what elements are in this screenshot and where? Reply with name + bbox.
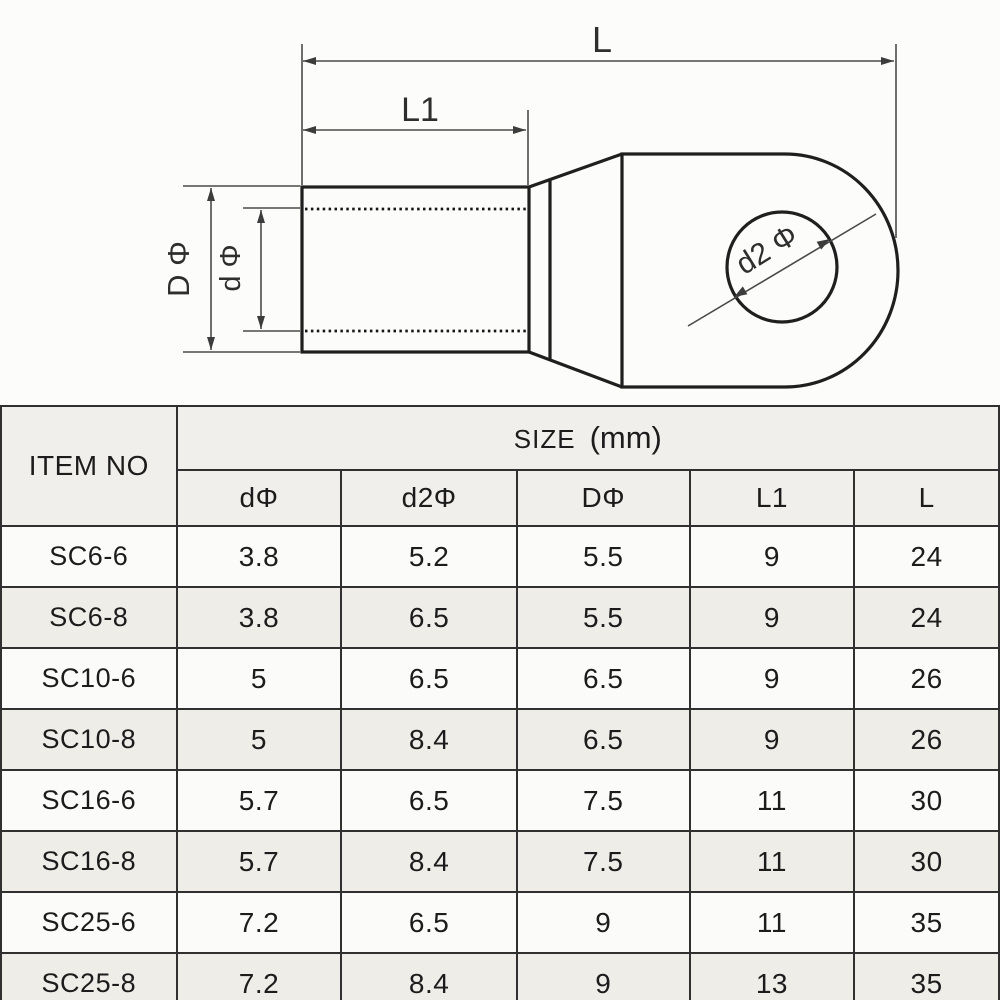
- table-cell: 9: [690, 648, 855, 709]
- col-header-d2-phi: d2Φ: [341, 470, 517, 526]
- table-row: [1, 831, 999, 892]
- table-row: [1, 770, 999, 831]
- table-cell: 24: [854, 526, 999, 587]
- table-cell: 24: [854, 587, 999, 648]
- table-cell: 7.5: [517, 770, 690, 831]
- table-cell: 9: [517, 892, 690, 953]
- table-row: [1, 709, 999, 770]
- item-no-cell: SC6-8: [1, 587, 177, 648]
- table-cell: 5.5: [517, 587, 690, 648]
- spec-table: [0, 405, 1000, 1000]
- table-cell: 8.4: [341, 709, 517, 770]
- lug-drawing-svg: [0, 0, 1000, 405]
- size-label: SIZE: [513, 424, 576, 454]
- col-header-d-phi: dΦ: [177, 470, 342, 526]
- col-header-L: L: [854, 470, 999, 526]
- table-cell: 5.7: [177, 770, 342, 831]
- table-cell: 11: [690, 892, 855, 953]
- lug-barrel: [302, 187, 529, 352]
- table-cell: 5.2: [341, 526, 517, 587]
- table-cell: 6.5: [341, 648, 517, 709]
- spec-table-section: [0, 405, 1000, 1000]
- table-row: [1, 892, 999, 953]
- item-no-cell: SC10-8: [1, 709, 177, 770]
- item-no-cell: SC25-8: [1, 953, 177, 1000]
- table-cell: 9: [690, 587, 855, 648]
- table-cell: 13: [690, 953, 855, 1000]
- label-d-phi: d Φ: [215, 244, 247, 292]
- table-cell: 5.7: [177, 831, 342, 892]
- table-cell: 7.2: [177, 953, 342, 1000]
- item-no-header: ITEM NO: [1, 406, 177, 526]
- size-group-header: [177, 406, 999, 470]
- table-cell: 7.2: [177, 892, 342, 953]
- table-cell: 6.5: [341, 770, 517, 831]
- col-header-L1: L1: [690, 470, 855, 526]
- size-unit-label: (mm): [589, 420, 662, 455]
- table-cell: 5: [177, 648, 342, 709]
- table-cell: 11: [690, 770, 855, 831]
- label-L: L: [591, 19, 613, 60]
- table-cell: 30: [854, 770, 999, 831]
- dimension-d2-phi: [688, 214, 876, 326]
- item-no-cell: SC16-8: [1, 831, 177, 892]
- dimension-d-phi: [215, 208, 300, 331]
- table-cell: 9: [690, 526, 855, 587]
- table-cell: 5: [177, 709, 342, 770]
- table-cell: 3.8: [177, 526, 342, 587]
- table-cell: 26: [854, 709, 999, 770]
- lug-taper-top: [529, 154, 622, 187]
- table-cell: 8.4: [341, 831, 517, 892]
- table-cell: 6.5: [517, 648, 690, 709]
- table-cell: 8.4: [341, 953, 517, 1000]
- table-header-row-1: [1, 406, 999, 470]
- table-cell: 6.5: [341, 892, 517, 953]
- table-cell: 26: [854, 648, 999, 709]
- table-cell: 35: [854, 892, 999, 953]
- dimension-L: [302, 19, 896, 238]
- table-cell: 5.5: [517, 526, 690, 587]
- item-no-cell: SC25-6: [1, 892, 177, 953]
- table-cell: 3.8: [177, 587, 342, 648]
- table-row: [1, 953, 999, 1000]
- item-no-cell: SC10-6: [1, 648, 177, 709]
- table-cell: 6.5: [341, 587, 517, 648]
- table-cell: 35: [854, 953, 999, 1000]
- table-cell: 7.5: [517, 831, 690, 892]
- table-cell: 9: [690, 709, 855, 770]
- dimension-L1: [303, 91, 528, 185]
- table-cell: 30: [854, 831, 999, 892]
- label-L1: L1: [401, 91, 439, 129]
- table-row: [1, 526, 999, 587]
- lug-taper-bottom: [529, 352, 622, 387]
- table-row: [1, 587, 999, 648]
- item-no-cell: SC6-6: [1, 526, 177, 587]
- item-no-cell: SC16-6: [1, 770, 177, 831]
- col-header-D-phi: DΦ: [517, 470, 690, 526]
- table-row: [1, 648, 999, 709]
- label-d2-phi: d2 Φ: [730, 218, 804, 282]
- table-cell: 6.5: [517, 709, 690, 770]
- label-D-phi: D Φ: [161, 241, 196, 297]
- table-cell: 9: [517, 953, 690, 1000]
- technical-drawing: [0, 0, 1000, 405]
- table-cell: 11: [690, 831, 855, 892]
